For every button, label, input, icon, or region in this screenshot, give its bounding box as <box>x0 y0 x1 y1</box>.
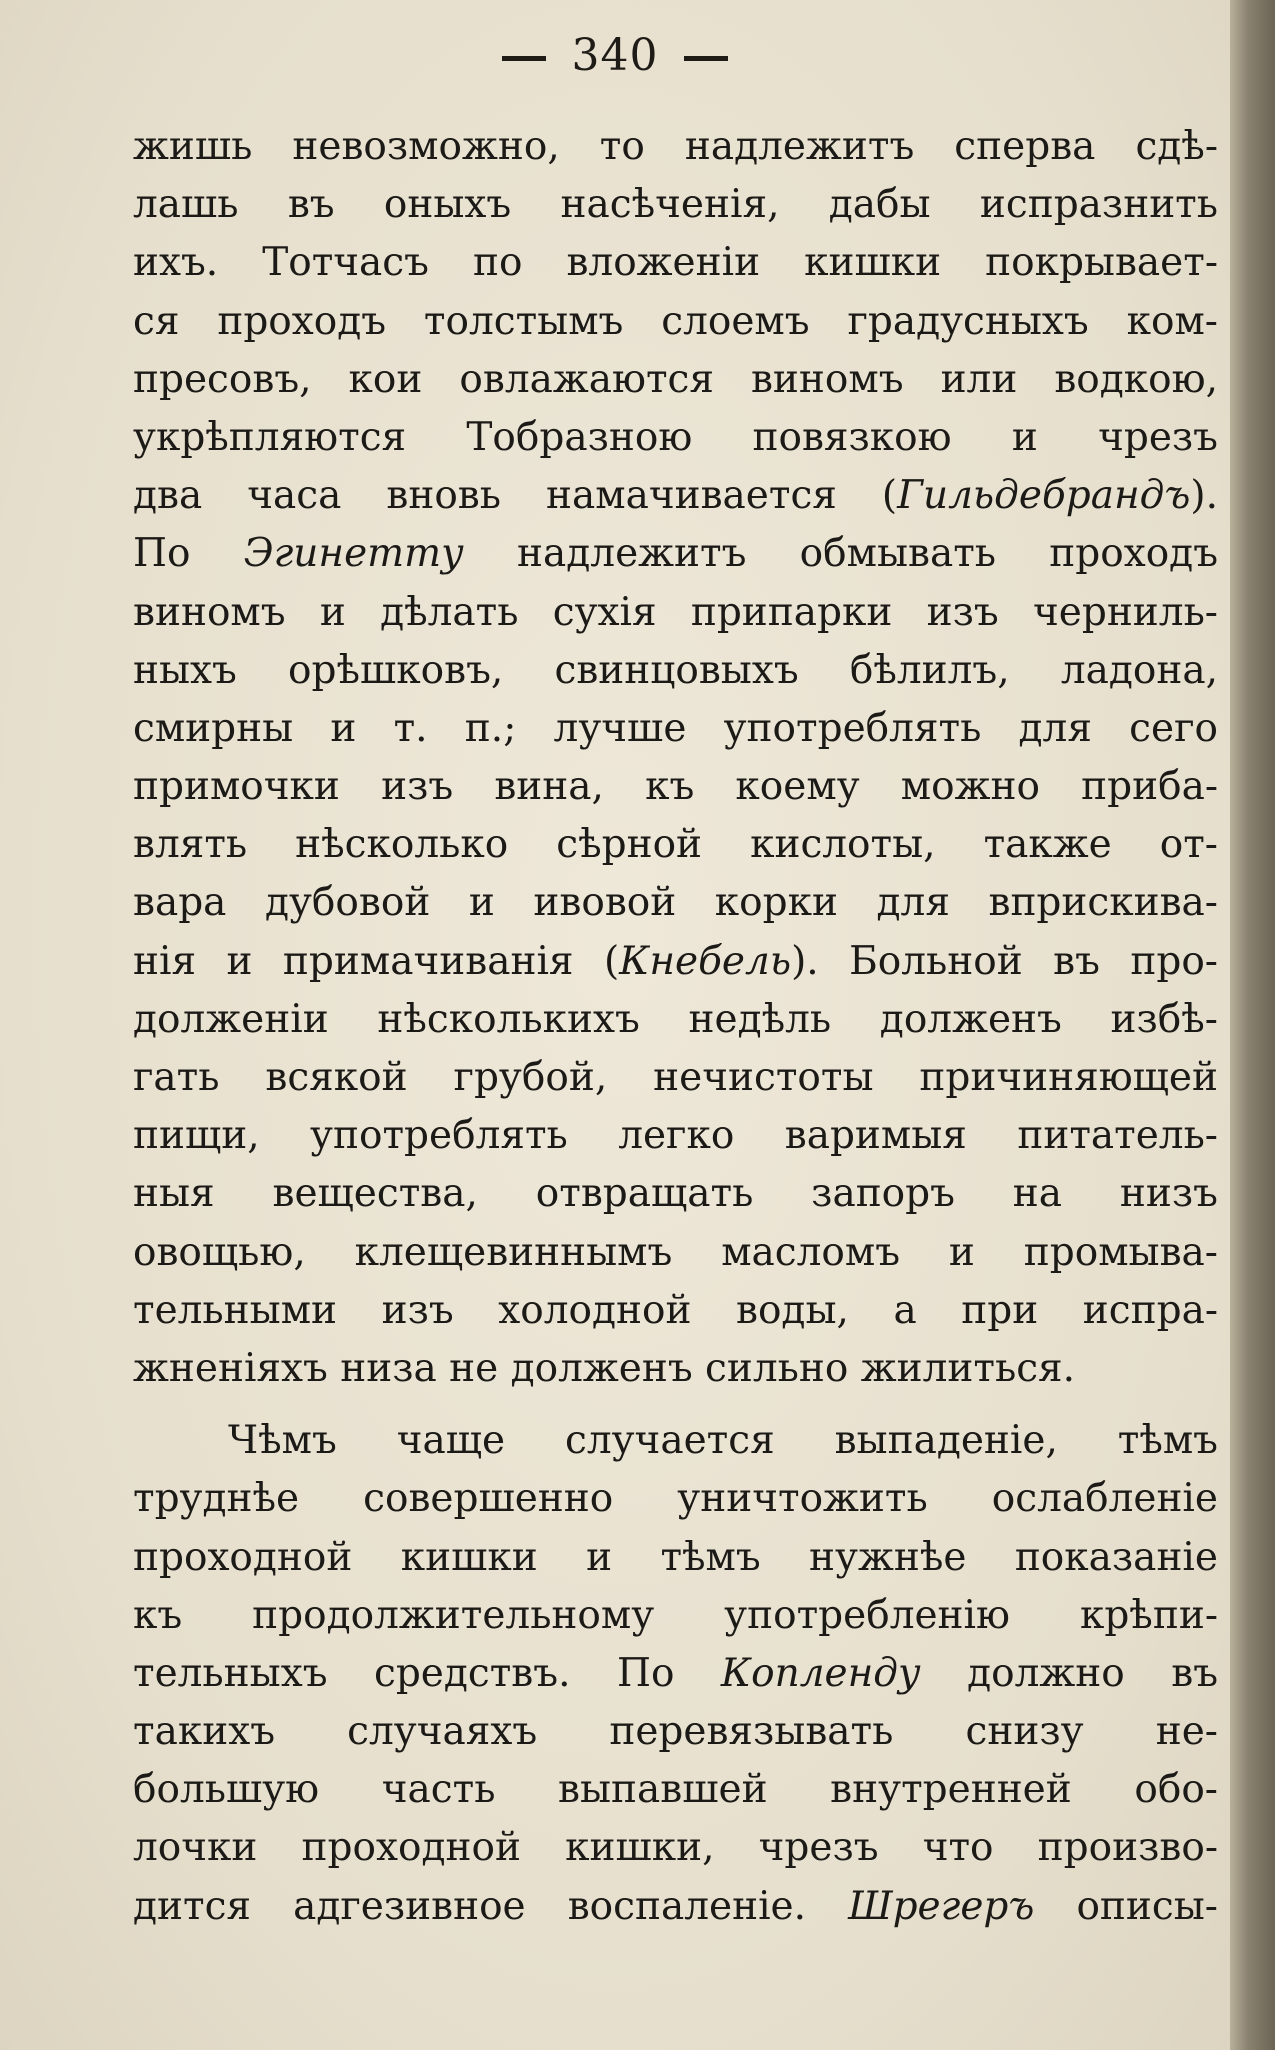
line-text: гать всякой грубой, нечистоты причиняющей <box>133 1055 1218 1100</box>
line-text: такихъ случаяхъ перевязывать снизу не- <box>133 1709 1218 1755</box>
line-text: должно въ <box>920 1650 1218 1696</box>
text-line <box>133 409 1218 467</box>
text-line <box>133 1587 1218 1645</box>
text-line <box>133 1470 1218 1528</box>
italic-name: Шрегеръ <box>848 1883 1035 1929</box>
line-text: По <box>133 531 244 577</box>
line-text: дится адгезивное воспаленіе. <box>133 1883 849 1929</box>
text-line <box>133 1165 1218 1223</box>
text-line <box>133 293 1218 351</box>
line-text: надлежитъ обмывать проходъ <box>463 531 1218 577</box>
text-line <box>133 1703 1218 1761</box>
line-text: тельныхъ средствъ. По <box>133 1650 721 1696</box>
line-text: труднѣе совершенно уничтожить ослабленіе <box>133 1476 1218 1522</box>
text-line <box>133 700 1218 758</box>
italic-name: Эгинетту <box>243 531 464 577</box>
line-text: примочки изъ вина, къ коему можно приба- <box>133 764 1218 810</box>
text-line <box>133 118 1218 176</box>
line-text: влять нѣсколько сѣрной кислоты, также от- <box>133 822 1218 868</box>
line-text: пресовъ, кои овлажаются виномъ или водкою, <box>133 356 1218 402</box>
line-text: большую часть выпавшей внутренней обо- <box>133 1767 1218 1813</box>
line-text: укрѣпляются Тобразною повязкою и чрезъ <box>133 414 1218 460</box>
line-text: пищи, употреблять легко варимыя питатель- <box>133 1113 1218 1159</box>
text-line <box>133 933 1218 991</box>
text-line <box>133 1049 1218 1107</box>
line-text: ныя вещества, отвращать запоръ на низъ <box>133 1171 1218 1217</box>
text-line <box>133 1107 1218 1165</box>
line-text: къ продолжительному употребленію крѣпи- <box>133 1592 1218 1638</box>
line-text: нія и примачиванія ( <box>133 938 620 984</box>
line-text: проходной кишки и тѣмъ нужнѣе показаніе <box>133 1534 1218 1580</box>
line-text: ). <box>1190 473 1218 519</box>
book-spine-shadow <box>1230 0 1275 2050</box>
text-line <box>133 584 1218 642</box>
text-line <box>133 1412 1218 1470</box>
italic-name: Кнебель <box>619 938 792 984</box>
text-line <box>133 816 1218 874</box>
text-line <box>133 1761 1218 1819</box>
line-text: тельными изъ холодной воды, а при испра- <box>133 1287 1218 1333</box>
line-text: лочки проходной кишки, чрезъ что произво- <box>133 1825 1218 1871</box>
italic-name: Гильдебрандъ <box>897 473 1191 519</box>
line-text: жишь невозможно, то надлежитъ сперва сдѣ- <box>133 124 1218 169</box>
text-line <box>133 467 1218 525</box>
paragraph <box>133 118 1218 1398</box>
italic-name: Копленду <box>720 1650 921 1696</box>
text-line <box>133 642 1218 700</box>
line-text: лашь въ оныхъ насѣченія, дабы испразнить <box>133 182 1218 228</box>
line-text: ихъ. Тотчасъ по вложеніи кишки покрывает- <box>133 240 1218 286</box>
line-text: ныхъ орѣшковъ, свинцовыхъ бѣлилъ, ладона, <box>133 647 1218 693</box>
text-line <box>133 1878 1218 1936</box>
text-line <box>133 1282 1218 1340</box>
text-line <box>133 1819 1218 1877</box>
line-text: два часа вновь намачивается ( <box>133 473 898 519</box>
text-line <box>133 234 1218 292</box>
text-line <box>133 874 1218 932</box>
text-line <box>133 176 1218 234</box>
page-number: 340 <box>571 30 659 81</box>
text-line <box>133 1340 1218 1398</box>
line-text: вара дубовой и ивовой корки для вприскива- <box>133 880 1218 926</box>
text-line <box>133 1529 1218 1587</box>
line-text: овощью, клещевиннымъ масломъ и промыва- <box>133 1229 1218 1275</box>
page-header <box>0 30 1230 81</box>
line-text: жненіяхъ низа не долженъ сильно жилиться. <box>133 1345 1076 1391</box>
line-text: ся проходъ толстымъ слоемъ градусныхъ ком- <box>133 298 1218 344</box>
text-line <box>133 991 1218 1049</box>
line-text: смирны и т. п.; лучше употреблять для сего <box>133 705 1218 751</box>
line-text: Чѣмъ чаще случается выпаденіе, тѣмъ <box>228 1418 1218 1464</box>
paragraph <box>133 1412 1218 1936</box>
line-text: виномъ и дѣлать сухія припарки изъ черниль- <box>133 589 1218 635</box>
text-line <box>133 1224 1218 1282</box>
line-text: долженіи нѣсколькихъ недѣль долженъ избѣ- <box>133 996 1218 1042</box>
right-dash <box>684 56 728 61</box>
line-text: описы- <box>1034 1883 1218 1929</box>
text-line <box>133 525 1218 583</box>
body-text <box>133 118 1218 1936</box>
text-line <box>133 351 1218 409</box>
left-dash <box>502 56 546 61</box>
text-line <box>133 1645 1218 1703</box>
line-text: ). Больной въ про- <box>791 938 1218 984</box>
text-line <box>133 758 1218 816</box>
paragraph-gap <box>133 1398 1218 1412</box>
